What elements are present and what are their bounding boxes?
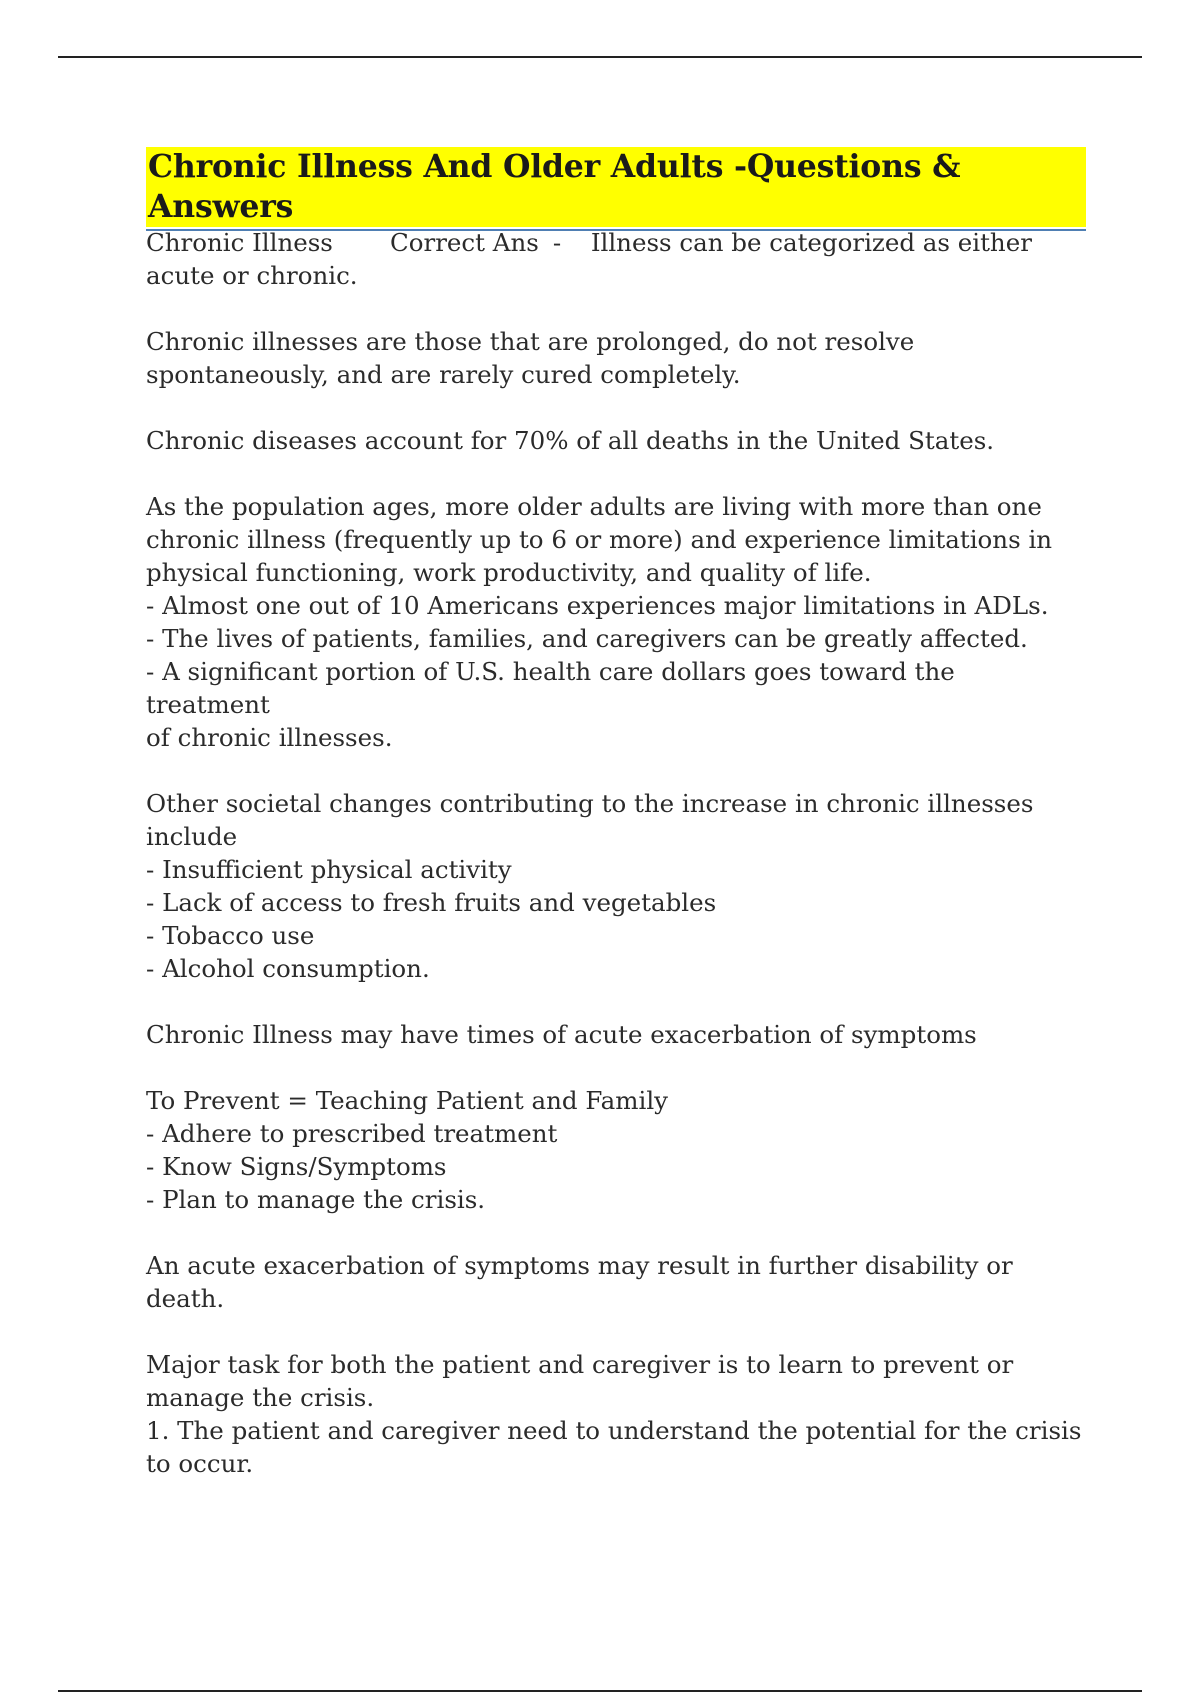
qa-first-line — [146, 226, 1086, 259]
answer-paragraphs — [146, 325, 1086, 1480]
paragraph-line: include — [146, 822, 238, 851]
paragraph-line: - Adhere to prescribed treatment — [146, 1119, 558, 1148]
answer-text-first: Illness can be categorized as either — [590, 228, 1032, 257]
paragraph-line: manage the crisis. — [146, 1383, 375, 1412]
paragraph-line: - Alcohol consumption. — [146, 954, 430, 983]
paragraph-line: physical functioning, work productivity, and quality of life. — [146, 558, 872, 587]
document-title-block — [146, 147, 1086, 231]
paragraph-line: death. — [146, 1284, 225, 1313]
paragraph — [146, 490, 1086, 754]
paragraph — [146, 424, 1086, 457]
paragraph — [146, 1084, 1086, 1216]
paragraph-line: - Tobacco use — [146, 921, 315, 950]
paragraph-line: chronic illness (frequently up to 6 or more) and experience limitations in — [146, 525, 1053, 554]
document-body — [146, 226, 1086, 1513]
top-rule — [58, 56, 1142, 58]
qa-entry — [146, 226, 1086, 292]
answer-label: Correct Ans — [390, 228, 539, 257]
paragraph — [146, 1249, 1086, 1315]
paragraph-line: spontaneously, and are rarely cured completely. — [146, 360, 741, 389]
paragraph-line: to occur. — [146, 1449, 254, 1478]
paragraph-line: - Insufficient physical activity — [146, 855, 512, 884]
paragraph-line: 1. The patient and caregiver need to understand the potential for the crisis — [146, 1416, 1082, 1445]
paragraph — [146, 787, 1086, 985]
paragraph-line: of chronic illnesses. — [146, 723, 393, 752]
paragraph-line: - Lack of access to fresh fruits and vegetables — [146, 888, 717, 917]
paragraph-line: - Know Signs/Symptoms — [146, 1152, 447, 1181]
document-title: Chronic Illness And Older Adults -Questions & Answers — [146, 147, 1086, 227]
paragraph-line: Chronic Illness may have times of acute exacerbation of symptoms — [146, 1020, 977, 1049]
paragraph-line: - Almost one out of 10 Americans experiences major limitations in ADLs. — [146, 591, 1049, 620]
question-term: Chronic Illness — [146, 228, 333, 257]
answer-separator: - — [552, 228, 562, 257]
paragraph-line: Other societal changes contributing to the increase in chronic illnesses — [146, 789, 1034, 818]
paragraph-line: - A significant portion of U.S. health care dollars goes toward the treatment — [146, 657, 955, 719]
paragraph-line: As the population ages, more older adults are living with more than one — [146, 492, 1042, 521]
paragraph-line: - The lives of patients, families, and caregivers can be greatly affected. — [146, 624, 1028, 653]
paragraph-line: Chronic illnesses are those that are prolonged, do not resolve — [146, 327, 915, 356]
paragraph-line: To Prevent = Teaching Patient and Family — [146, 1086, 669, 1115]
paragraph — [146, 1018, 1086, 1051]
paragraph — [146, 325, 1086, 391]
bottom-rule — [58, 1690, 1142, 1692]
paragraph-line: An acute exacerbation of symptoms may result in further disability or — [146, 1251, 1013, 1280]
paragraph-line: Major task for both the patient and caregiver is to learn to prevent or — [146, 1350, 1014, 1379]
answer-text-second: acute or chronic. — [146, 261, 358, 290]
paragraph-line: - Plan to manage the crisis. — [146, 1185, 486, 1214]
paragraph — [146, 1348, 1086, 1480]
paragraph-line: Chronic diseases account for 70% of all deaths in the United States. — [146, 426, 995, 455]
